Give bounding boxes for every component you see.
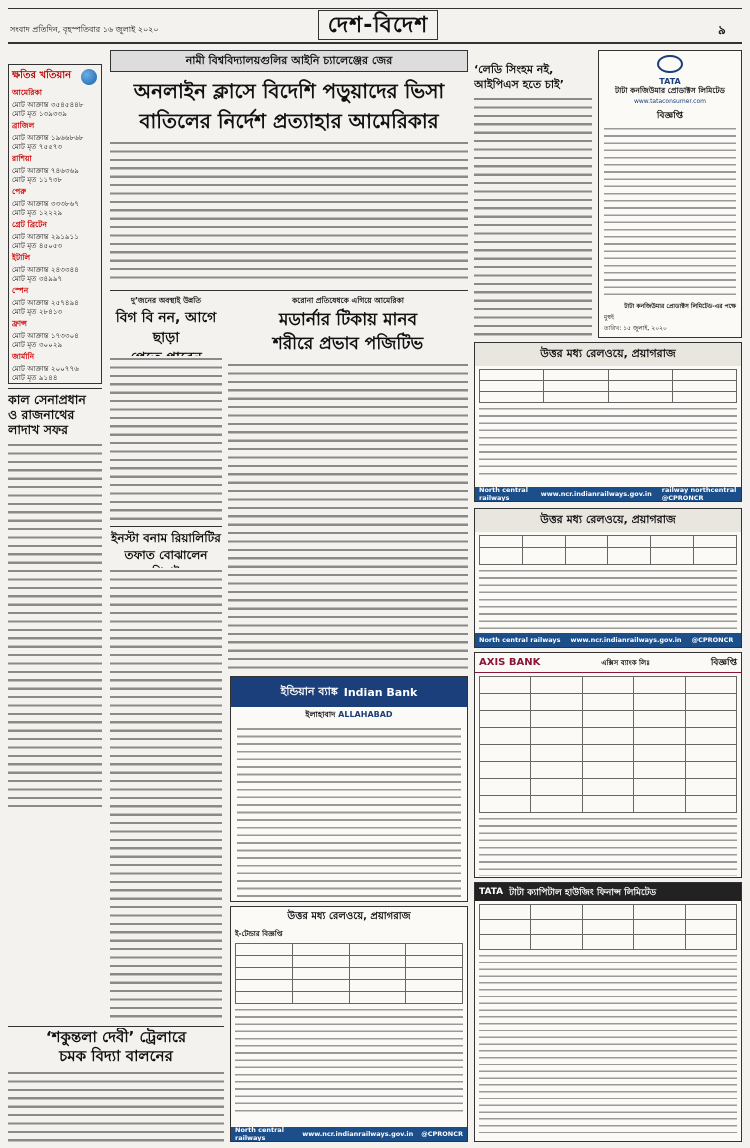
rail3-table [235,943,463,1004]
moderna-kicker: করোনা প্রতিষেধকে এগিয়ে আমেরিকা [292,296,404,305]
covid-title: ক্ষতির খতিয়ান [12,70,72,81]
covid-country-list [12,87,98,384]
tata-consumer-ad: TATA টাটা কনজিউমার প্রোডাক্টস লিমিটেড www.tataconsumer.com বিজ্ঞপ্তি টাটা কনজিউমার প্রোডাক্টস লিমিটেড-এর পক্ষে মুম্বই তারিখ: ১৫ জুলাই, ২০২০ [598,50,742,338]
covid-country [12,186,98,217]
rail2-table [479,535,737,565]
dateline: সংবাদ প্রতিদিন, বৃহস্পতিবার ১৬ জুলাই ২০২০ [10,25,159,34]
axis-bank-ad: AXIS BANK এক্সিস ব্যাংক লিঃ বিজ্ঞপ্তি [474,652,742,878]
tata-capital-table [479,904,737,950]
globe-icon [81,69,97,85]
rail1-table [479,369,737,403]
covid-country [12,252,98,283]
tata-capital-logo: TATA [479,887,504,897]
bigb-headline: বিগ বি নন, আগে ছাড়া [115,310,217,346]
indian-bank-logo: ইন্ডিয়ান ব্যাঙ্ক Indian Bank [231,677,467,707]
country-deaths: মোট মৃত ২৮৪১৩ [12,307,63,316]
section-title: দেশ-বিদেশ [318,10,438,40]
moderna-headline: মডার্নার টিকায় মানব শরীরে প্রভাব পজিটিভ [272,310,424,354]
country-cases: মোট আক্রান্ত ৩৫৪৫৪৪৮ [12,100,84,109]
rail2-footer: North central railways www.ncr.indianrailways.gov.in @CPRONCR [475,633,741,647]
country-cases: মোট আক্রান্ত ২৪৩৩৪৪ [12,265,79,274]
covid-country [12,120,98,151]
covid-country [12,285,98,316]
country-name: ব্রাজিল [12,121,35,130]
country-cases: মোট আক্রান্ত ১৭৩৩০৪ [12,331,79,340]
country-name: ফ্রান্স [12,319,28,328]
country-name: গ্রেট ব্রিটেন [12,220,47,229]
country-deaths: মোট মৃত ১১৭৩৮ [12,175,63,184]
country-name: জার্মানি [12,352,35,361]
tata-logo-icon [657,55,683,73]
country-deaths: মোট মৃত ৪৫০৫৩ [12,241,63,250]
country-name: ইটালি [12,253,31,262]
axis-logo: AXIS BANK [479,657,541,668]
visa-kicker: নামী বিশ্ববিদ্যালয়গুলির আইনি চ্যালেঞ্জের জের [110,50,468,72]
bigb-body [110,356,222,524]
top-rule [8,8,742,9]
covid-country [12,318,98,349]
insta-headline: ইনস্টা বনাম রিয়ালিটির তফাত বোঝালেন [111,531,221,562]
country-cases: মোট আক্রান্ত ১৯৬৬৮৬৮ [12,133,84,142]
country-cases: মোট আক্রান্ত ৩৩৩৮৬৭ [12,199,79,208]
rail-ad-2: উত্তর মধ্য রেলওয়ে, প্রয়াগরাজ North central railways www.ncr.indianrailways.gov.in @CPRONCR [474,508,742,648]
bigb-kicker: দু’জনের অবস্থাই উন্নতি [131,296,201,305]
indian-bank-ad: ইন্ডিয়ান ব্যাঙ্ক Indian Bank ইলাহাবাদ ALLAHABAD [230,676,468,902]
country-name: রাশিয়া [12,154,32,163]
country-name: পেরু [12,187,27,196]
country-cases: মোট আক্রান্ত ২৯১৯১১ [12,232,79,241]
country-deaths: মোট মৃত ৯১৪৪ [12,373,58,382]
header-rule [8,42,742,44]
shakuntala-headline: ‘শকুন্তলা দেবী’ ট্রেলারে চমক বিদ্যা বালনের [45,1028,187,1065]
country-name: স্পেন [12,286,29,295]
ladakh-headline: কাল সেনাপ্রধান ও রাজনাথের লাদাখ সফর [8,392,86,437]
country-name: আমেরিকা [12,88,42,97]
rail3-footer: North central railways www.ncr.indianrailways.gov.in @CPRONCR [231,1127,467,1141]
ladakh-body [8,442,102,807]
country-cases: মোট আক্রান্ত ৭৪৬৩৬৯ [12,166,79,175]
country-deaths: মোট মৃত ১৩৯৩৩৯ [12,109,67,118]
country-deaths: মোট মৃত ৩৪৯৯৭ [12,274,63,283]
axis-table [479,676,737,813]
rail-ad-1: উত্তর মধ্য রেলওয়ে, প্রয়াগরাজ North central railways www.ncr.indianrailways.gov.in railway northcentral @CPRONCR [474,342,742,502]
country-deaths: মোট মৃত ৭৫৫৭৩ [12,142,63,151]
insta-body [110,568,222,1020]
shakuntala-body [8,1070,224,1142]
rail-ad-bottom: উত্তর মধ্য রেলওয়ে, প্রয়াগরাজ ই-টেন্ডার বিজ্ঞপ্তি North central railways www.ncr.indianrailways.gov.in @CPRONCR [230,906,468,1142]
country-cases: মোট আক্রান্ত ২৫৭৪৯৪ [12,298,79,307]
country-deaths: মোট মৃত ১২২২৯ [12,208,63,217]
country-deaths: মোট মৃত ৩০০২৯ [12,340,63,349]
tata-capital-ad: TATA টাটা ক্যাপিটাল হাউজিং ফিনান্স লিমিটেড [474,882,742,1142]
covid-stats-box [8,64,102,384]
page-number: ৯ [718,23,726,37]
covid-country [12,219,98,250]
covid-country [12,153,98,184]
rail1-footer: North central railways www.ncr.indianrailways.gov.in railway northcentral @CPRONCR [475,487,741,501]
lady-body [474,96,592,336]
visa-headline: অনলাইন ক্লাসে বিদেশি পড়ুয়াদের ভিসা বাতিলের নির্দেশ প্রত্যাহার আমেরিকার [133,79,445,133]
covid-country [12,87,98,118]
country-cases: মোট আক্রান্ত ২০০৭৭৬ [12,364,79,373]
covid-country [12,351,98,382]
lady-headline: ‘লেডি সিংহম নই, আইপিএস হতে চাই’ [474,63,564,91]
visa-body [110,140,468,284]
moderna-body [228,362,468,670]
